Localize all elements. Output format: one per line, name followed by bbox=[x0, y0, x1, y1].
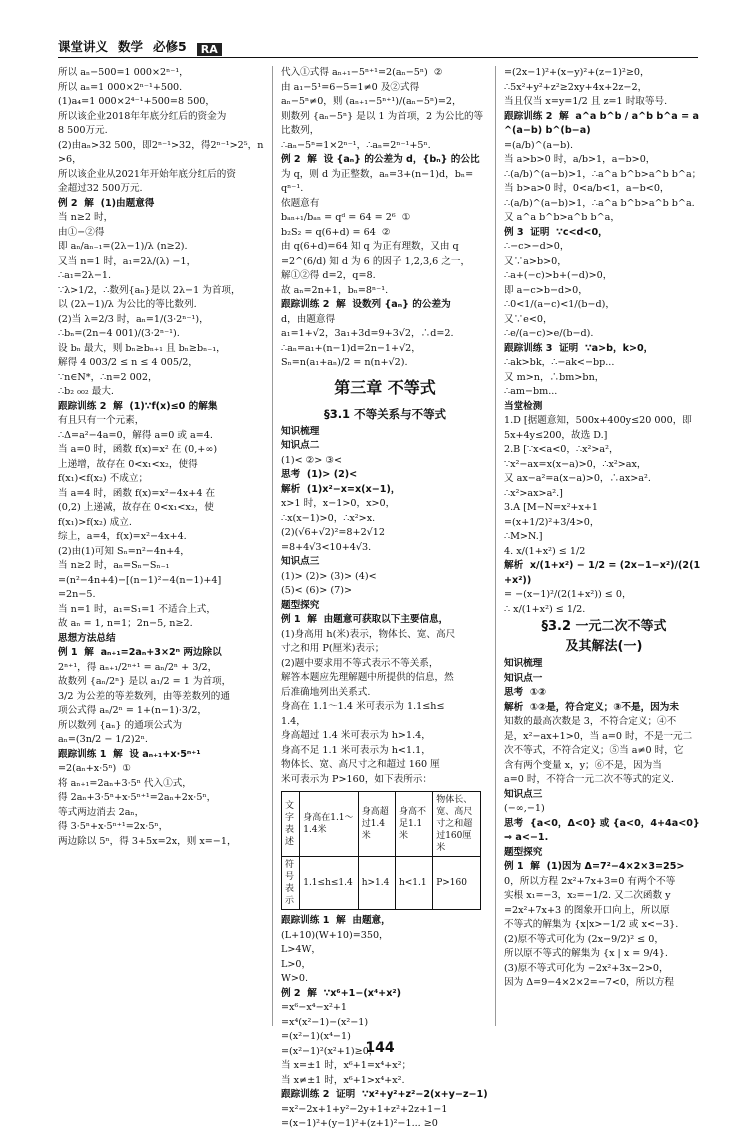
text-line: (3)原不等式可化为 −2x²+3x−2>0， bbox=[504, 962, 669, 974]
text-line: 又∵e<0， bbox=[504, 313, 553, 325]
text-line: (1)a₄=1 000×2⁴⁻¹+500=8 500， bbox=[58, 96, 216, 107]
text-line: d，由题意得 bbox=[281, 313, 336, 325]
text-line: 故数列 {aₙ/2ⁿ} 是以 a₁/2 = 1 为首项， bbox=[58, 676, 232, 687]
text-line: 知识梳理 bbox=[281, 425, 320, 437]
text-line: ∴b₂ ₀₀₂ 最大. bbox=[58, 386, 114, 397]
text-line: (0,2) 上递减，故存在 0<x₁<x₂，使 bbox=[58, 502, 214, 513]
text-line: 又 a^a b^b>a^b b^a， bbox=[504, 212, 620, 223]
text-line: f(x₁)>f(x₂) 成立. bbox=[58, 516, 132, 528]
text-line: 题型探究 bbox=[504, 846, 543, 858]
text-line: 又∵a>b>0， bbox=[504, 255, 567, 267]
text-line: ∴x(x−1)>0，∴x²>x. bbox=[281, 512, 376, 524]
col3-bottom-lines bbox=[504, 657, 704, 991]
text-line: 例 3 证明 ∵c<d<0， bbox=[504, 226, 608, 238]
text-line: W>0. bbox=[281, 973, 309, 984]
text-line: 思考 (1)> (2)< bbox=[281, 469, 358, 480]
text-line: 物体长、宽、高尺寸之和超过 160 厘 bbox=[281, 759, 440, 770]
table-cell: 身高超过1.4米 bbox=[358, 792, 395, 857]
text-line: 上递增，故存在 0<x₁<x₂，使得 bbox=[58, 458, 198, 470]
text-line: Sₙ=n(a₁+aₙ)/2 = n(n+√2). bbox=[281, 357, 408, 368]
text-line: (2)由aₙ>32 500，即2ⁿ⁻¹>32，得2ⁿ⁻¹>2⁵，n>6， bbox=[58, 139, 264, 165]
text-line: bₐₙ₊₁/bₐₙ = qᵈ = 64 = 2⁶ ① bbox=[281, 212, 411, 223]
text-line: 所以原不等式的解集为 {x | x = 9/4}. bbox=[504, 948, 668, 959]
text-line: 跟踪训练 2 解 (1)∵f(x)≤0 的解集 bbox=[58, 400, 218, 412]
text-line: 将 aₙ₊₁=2aₙ+3·5ⁿ 代入①式， bbox=[58, 777, 192, 789]
text-line: 当堂检测 bbox=[504, 400, 543, 412]
text-line: =(x²−1)(x⁴−1) bbox=[281, 1031, 351, 1042]
text-line: ∴(a/b)^(a−b)>1，∴a^a b^b>a^b b^a； bbox=[504, 168, 702, 180]
text-line: 身高超过 1.4 米可表示为 h>1.4， bbox=[281, 730, 431, 741]
text-line: ∴aₙ−5ⁿ=1×2ⁿ⁻¹，∴aₙ=2ⁿ⁻¹+5ⁿ. bbox=[281, 139, 431, 151]
section-3-1-title: §3.1 不等关系与不等式 bbox=[323, 406, 447, 421]
text-line: 又当 n=1 时，a₁=2λ/(λ) −1， bbox=[58, 255, 197, 267]
text-line: a=0 时，不符合一元二次不等式的定义. bbox=[504, 774, 674, 785]
text-line: =(2x−1)²+(x−y)²+(z−1)²≥0， bbox=[504, 67, 650, 78]
text-line: 所以 aₙ=1 000×2ⁿ⁻¹+500. bbox=[58, 81, 183, 93]
text-line: 思考 {a<0，Δ<0} 或 {a<0，4+4a<0} ⇒ a<−1. bbox=[504, 817, 704, 843]
text-line: =x⁶−x⁴−x²+1 bbox=[281, 1002, 348, 1013]
text-line: 跟踪训练 3 证明 ∵a>b，k>0， bbox=[504, 342, 654, 354]
text-line: =x⁴(x²−1)−(x²−1) bbox=[281, 1016, 369, 1028]
text-line: (1)> (2)> (3)> (4)< bbox=[281, 570, 377, 582]
text-line: 代入①式得 aₙ₊₁−5ⁿ⁺¹=2(aₙ−5ⁿ) ② bbox=[281, 67, 443, 78]
text-line: ∴M>N.] bbox=[504, 531, 543, 542]
text-line: 等式两边消去 2aₙ， bbox=[58, 806, 145, 818]
text-line: 例 2 解 ∵x⁶+1−(x⁴+x²) bbox=[281, 987, 401, 999]
text-line: 含有两个变量 x，y；⑥不是，因为当 bbox=[504, 759, 662, 771]
text-line: 又 ax−a²=a(x−a)>0，∴ax>a². bbox=[504, 473, 651, 484]
text-line: 解得 4 003/2 ≤ n ≤ 4 005/2， bbox=[58, 357, 198, 368]
text-line: 5x+4y≤200，故选 D.] bbox=[504, 429, 608, 441]
text-line: b₂S₂ = q(6+d) = 64 ② bbox=[281, 226, 391, 238]
text-line: 所以数列 {aₙ} 的通项公式为 bbox=[58, 719, 183, 731]
column-3 bbox=[504, 66, 704, 1026]
text-line: 跟踪训练 1 解 由题意， bbox=[281, 915, 391, 926]
text-line: ∴x²>ax>a².] bbox=[504, 487, 563, 499]
text-line: 例 1 解 由题意可获取以下主要信息， bbox=[281, 614, 449, 625]
text-line: 例 1 解 aₙ₊₁=2aₙ+3×2ⁿ 两边除以 bbox=[58, 647, 222, 658]
table-head-cell: 文字表述 bbox=[282, 792, 300, 857]
text-line: 故 aₙ=2n+1，bₙ=8ⁿ⁻¹. bbox=[281, 284, 389, 296]
text-line: (1)< ②> ③< bbox=[281, 454, 343, 466]
text-line: (5)< (6)> (7)> bbox=[281, 585, 352, 596]
text-line: 知识点三 bbox=[281, 556, 320, 567]
text-line: =(x²−1)²(x²+1)≥0， bbox=[281, 1045, 379, 1057]
text-line: 设 bₙ 最大，则 bₙ≥bₙ₊₁ 且 bₙ≥bₙ₋₁， bbox=[58, 342, 226, 354]
text-line: 故 aₙ = 1, n=1；2n−5, n≥2. bbox=[58, 618, 193, 629]
text-line: 例 1 解 (1)因为 Δ=7²−4×2×3=25> bbox=[504, 861, 685, 872]
col2-mid-lines bbox=[281, 425, 489, 788]
text-line: ∵n∈N*，∴n=2 002， bbox=[58, 371, 158, 383]
text-line: 所以 aₙ−500=1 000×2ⁿ⁻¹， bbox=[58, 67, 189, 78]
text-line: 不等式的解集为 {x|x>−1/2 或 x<−3}. bbox=[504, 919, 679, 930]
text-line: 3/2 为公差的等差数列，由等差数列的通 bbox=[58, 690, 230, 702]
text-line: 解析 x/(1+x²) − 1/2 = (2x−1−x²)/(2(1+x²)) bbox=[504, 560, 701, 586]
text-line: 思想方法总结 bbox=[58, 632, 116, 644]
text-line: (2)原不等式可化为 (2x−9/2)² ≤ 0， bbox=[504, 933, 664, 945]
text-line: 当 b>a>0 时，0<a/b<1，a−b<0， bbox=[504, 183, 670, 194]
text-line: 知数的最高次数是 3，不符合定义；④不 bbox=[504, 716, 677, 727]
text-line: =(x+1/2)²+3/4>0， bbox=[504, 516, 600, 528]
text-line: ∵λ>1/2，∴数列{aₙ}是以 2λ−1 为首项， bbox=[58, 284, 241, 296]
text-line: 解析 ①②是，符合定义；③不是，因为未 bbox=[504, 701, 679, 713]
text-line: 1.4， bbox=[281, 715, 306, 727]
text-line: 当 a=4 时，函数 f(x)=x²−4x+4 在 bbox=[58, 487, 216, 499]
text-line: 即 aₙ/aₙ₋₁=(2λ−1)/λ (n≥2). bbox=[58, 241, 188, 252]
text-line: 以 (2λ−1)/λ 为公比的等比数列. bbox=[58, 299, 197, 310]
table-head-cell: 符号表示 bbox=[282, 857, 300, 910]
text-line: 解①②得 d=2，q=8. bbox=[281, 270, 376, 281]
text-line: =2(aₙ+x·5ⁿ) ① bbox=[58, 763, 131, 774]
text-line: 解析 (1)x²−x=x(x−1)， bbox=[281, 483, 401, 495]
text-line: 跟踪训练 2 解 a^a b^b / a^b b^a = a^(a−b) b^(b−a) bbox=[504, 110, 699, 136]
edition-tag: RA bbox=[197, 43, 222, 56]
text-line: 当 n≥2 时，aₙ=Sₙ−Sₙ₋₁ bbox=[58, 560, 170, 571]
text-line: 4. x/(1+x²) ≤ 1/2 bbox=[504, 545, 586, 557]
text-line: 1.D [据题意知，500x+400y≤20 000，即 bbox=[504, 415, 692, 426]
text-line: 知识点三 bbox=[504, 788, 543, 800]
page-number: 144 bbox=[365, 1040, 395, 1056]
column-divider-2 bbox=[495, 66, 496, 1026]
text-line: =2n−5. bbox=[58, 589, 96, 600]
text-line: L>0， bbox=[281, 958, 312, 970]
text-line: 所以该企业2018年年底分红后的资金为 bbox=[58, 110, 227, 122]
col3-top-lines bbox=[504, 66, 704, 617]
text-line: (2)题中要求用不等式表示不等关系， bbox=[281, 657, 439, 669]
text-line: ∴aₙ=a₁+(n−1)d=2n−1+√2， bbox=[281, 342, 421, 354]
text-line: 有且只有一个元素， bbox=[58, 415, 145, 426]
text-line: ∴e/(a−c)>e/(b−d). bbox=[504, 328, 594, 339]
page-header bbox=[58, 30, 698, 58]
text-line: =2^(6/d) 知 d 为 6 的因子 1,2,3,6 之一， bbox=[281, 255, 471, 267]
text-line: 为 q，则 d 为正整数，aₙ=3+(n−1)d，bₙ= bbox=[281, 168, 474, 180]
text-line: aₙ−5ⁿ≠0，则 (aₙ₊₁−5ⁿ⁺¹)/(aₙ−5ⁿ)=2， bbox=[281, 96, 462, 107]
text-line: (2)(√6+√2)²=8+2√12 bbox=[281, 527, 385, 538]
text-line: ∴(a/b)^(a−b)>1，∴a^a b^b>a^b b^a. bbox=[504, 197, 695, 209]
text-line: 当 a=0 时，函数 f(x)=x² 在 (0,+∞) bbox=[58, 444, 218, 455]
text-line: 题型探究 bbox=[281, 599, 320, 611]
book-title: 课堂讲义 bbox=[58, 39, 109, 54]
text-line: L>4W， bbox=[281, 944, 321, 955]
text-line: =(n²−4n+4)−[(n−1)²−4(n−1)+4] bbox=[58, 574, 222, 586]
text-line: 项公式得 aₙ/2ⁿ = 1+(n−1)·3/2， bbox=[58, 705, 207, 716]
text-line: 跟踪训练 2 证明 ∵x²+y²+z²−2(x+y−z−1) bbox=[281, 1089, 488, 1100]
text-line: 2.B [∵x<a<0，∴x²>a²， bbox=[504, 444, 619, 455]
text-line: 依题意有 bbox=[281, 197, 320, 209]
table-row bbox=[282, 792, 481, 857]
text-line: a₁=1+√2，3a₁+3d=9+3√2，∴d=2. bbox=[281, 328, 454, 339]
text-line: 知识梳理 bbox=[504, 658, 543, 669]
text-line: ∴a+(−c)>b+(−d)>0， bbox=[504, 270, 613, 281]
text-line: 比数列， bbox=[281, 125, 320, 136]
text-line: 3.A [M−N=x²+x+1 bbox=[504, 502, 599, 513]
text-line: 当 n=1 时，a₁=S₁=1 不适合上式， bbox=[58, 603, 216, 615]
table-cell: 身高不足1.1米 bbox=[395, 792, 432, 857]
text-line: 身高不足 1.1 米可表示为 h<1.1， bbox=[281, 744, 431, 756]
text-line: (2)当 λ=2/3 时，aₙ=1/(3·2ⁿ⁻¹)， bbox=[58, 313, 209, 325]
text-line: =x²−2x+1+y²−2y+1+z²+2z+1−1 bbox=[281, 1103, 448, 1115]
section-3-2-title: §3.2 一元二次不等式 bbox=[541, 619, 667, 634]
text-line: 由 a₁−5¹=6−5=1≠0 及②式得 bbox=[281, 81, 420, 93]
text-line: 例 2 解 (1)由题意得 bbox=[58, 197, 155, 209]
text-line: =2x²+7x+3 的图象开口向上，所以原 bbox=[504, 904, 670, 916]
text-line: ∴am−bm... bbox=[504, 386, 558, 397]
col1-lines bbox=[58, 66, 266, 849]
header-rule bbox=[58, 57, 698, 58]
text-line: 当 x=±1 时，x⁶+1=x⁴+x²； bbox=[281, 1060, 412, 1071]
text-line: 知识点二 bbox=[281, 440, 320, 451]
col2-top-lines bbox=[281, 66, 489, 371]
text-line: 由①−②得 bbox=[58, 226, 105, 238]
text-line: =(a/b)^(a−b). bbox=[504, 139, 574, 151]
text-line: ∴−c>−d>0， bbox=[504, 241, 570, 252]
text-line: 得 2aₙ+3·5ⁿ+x·5ⁿ⁺¹=2aₙ+2x·5ⁿ， bbox=[58, 792, 217, 803]
text-line: 综上，a=4，f(x)=x²−4x+4. bbox=[58, 531, 187, 542]
text-line: =(x−1)²+(y−1)²+(z+1)²−1... ≥0 bbox=[281, 1118, 438, 1129]
text-line: ∴Δ=a²−4a=0，解得 a=0 或 a=4. bbox=[58, 429, 213, 441]
text-line: 解答本题应先理解题中所提供的信息，然 bbox=[281, 672, 454, 683]
text-line: 金超过32 500万元. bbox=[58, 183, 143, 194]
text-line: 得 3·5ⁿ+x·5ⁿ⁺¹=2x·5ⁿ， bbox=[58, 821, 169, 832]
text-line: 米可表示为 P>160，如下表所示： bbox=[281, 773, 432, 785]
text-line: 又 m>n，∴bm>bn， bbox=[504, 371, 605, 383]
text-line: ∴ak>bk，∴−ak<−bp... bbox=[504, 357, 615, 368]
text-line: 当 a>b>0 时，a/b>1，a−b>0， bbox=[504, 154, 656, 165]
text-line: 知识点一 bbox=[504, 672, 543, 684]
text-line: ∵x²−ax=x(x−a)>0，∴x²>ax， bbox=[504, 458, 647, 470]
text-line: 思考 ①② bbox=[504, 687, 547, 698]
text-line: 当 n≥2 时， bbox=[58, 212, 114, 223]
column-1 bbox=[58, 66, 266, 1026]
text-line: 2ⁿ⁺¹，得 aₙ₊₁/2ⁿ⁺¹ = aₙ/2ⁿ + 3/2， bbox=[58, 661, 218, 673]
text-line: ∴5x²+y²+z²≥2xy+4x+2z−2， bbox=[504, 81, 648, 93]
text-line: ∴0<1/(a−c)<1/(b−d)， bbox=[504, 299, 615, 310]
text-line: (1)身高用 h(米)表示，物体长、宽、高尺 bbox=[281, 628, 456, 640]
text-line: 两边除以 5ⁿ，得 3+5x=2x，则 x=−1， bbox=[58, 835, 237, 847]
text-line: 寸之和用 P(厘米)表示； bbox=[281, 643, 385, 654]
text-line: 所以该企业从2021年开始年底分红后的资 bbox=[58, 168, 236, 180]
text-line: 跟踪训练 1 解 设 aₙ₊₁+x·5ⁿ⁺¹ bbox=[58, 748, 201, 760]
text-line: 则数列 {aₙ−5ⁿ} 是以 1 为首项，2 为公比的等 bbox=[281, 110, 484, 122]
text-line: 后准确地列出关系式. bbox=[281, 686, 371, 698]
text-line: 是，x²−ax+1>0，当 a=0 时，不是一元二 bbox=[504, 730, 693, 742]
text-line: 跟踪训练 2 解 设数列 {aₙ} 的公差为 bbox=[281, 299, 451, 310]
text-line: 实根 x₁=−3，x₂=−1/2. 又二次函数 y bbox=[504, 890, 671, 901]
text-line: ∴bₙ=(2n−4 001)/(3·2ⁿ⁻¹). bbox=[58, 328, 180, 339]
text-line: ∴ x/(1+x²) ≤ 1/2. bbox=[504, 603, 586, 615]
table-cell: 身高在1.1～1.4米 bbox=[300, 792, 358, 857]
text-line: x>1 时，x−1>0，x>0， bbox=[281, 498, 396, 509]
table-cell: P>160 bbox=[433, 857, 481, 910]
text-line: 身高在 1.1～1.4 米可表示为 1.1≤h≤ bbox=[281, 701, 445, 712]
text-line: aₙ=(3n/2 − 1/2)2ⁿ. bbox=[58, 734, 148, 745]
text-line: 当 x≠±1 时，x⁶+1>x⁴+x². bbox=[281, 1074, 405, 1086]
text-line: ∴a₁=2λ−1. bbox=[58, 270, 112, 281]
text-line: 次不等式，不符合定义；⑤当 a≠0 时，它 bbox=[504, 745, 684, 756]
column-divider-1 bbox=[272, 66, 273, 1026]
table-cell: h<1.1 bbox=[395, 857, 432, 910]
chapter-title: 第三章 不等式 bbox=[334, 377, 436, 397]
text-line: (−∞,−1) bbox=[504, 803, 545, 814]
text-line: qⁿ⁻¹. bbox=[281, 183, 304, 194]
text-line: f(x₁)<f(x₂) 不成立； bbox=[58, 473, 149, 484]
text-line: 0，所以方程 2x²+7x+3=0 有两个不等 bbox=[504, 875, 676, 887]
subject: 数学 bbox=[118, 39, 144, 54]
text-line: 因为 Δ=9−4×2×2=−7<0，所以方程 bbox=[504, 977, 675, 988]
text-line: 即 a−c>b−d>0， bbox=[504, 284, 588, 296]
text-line: =8+4√3<10+4√3. bbox=[281, 541, 372, 553]
volume: 必修5 bbox=[153, 39, 187, 54]
text-line: (L+10)(W+10)=350， bbox=[281, 929, 389, 941]
table-cell: 1.1≤h≤1.4 bbox=[300, 857, 358, 910]
text-line: = −(x−1)²/(2(1+x²)) ≤ 0， bbox=[504, 589, 632, 600]
text-line: 当且仅当 x=y=1/2 且 z=1 时取等号. bbox=[504, 96, 668, 107]
table-cell: 物体长、宽、高尺寸之和超过160厘米 bbox=[433, 792, 481, 857]
section-3-2-subtitle: 及其解法(一) bbox=[565, 639, 643, 654]
inequality-table bbox=[281, 791, 481, 910]
text-line: (2)由(1)可知 Sₙ=n²−4n+4， bbox=[58, 545, 190, 557]
text-line: 8 500万元. bbox=[58, 125, 108, 136]
table-row bbox=[282, 857, 481, 910]
text-line: 由 q(6+d)=64 知 q 为正有理数，又由 q bbox=[281, 241, 459, 252]
col2-bottom-lines bbox=[281, 914, 489, 1132]
text-line: 例 2 解 设 {aₙ} 的公差为 d，{bₙ} 的公比 bbox=[281, 154, 480, 165]
table-cell: h>1.4 bbox=[358, 857, 395, 910]
